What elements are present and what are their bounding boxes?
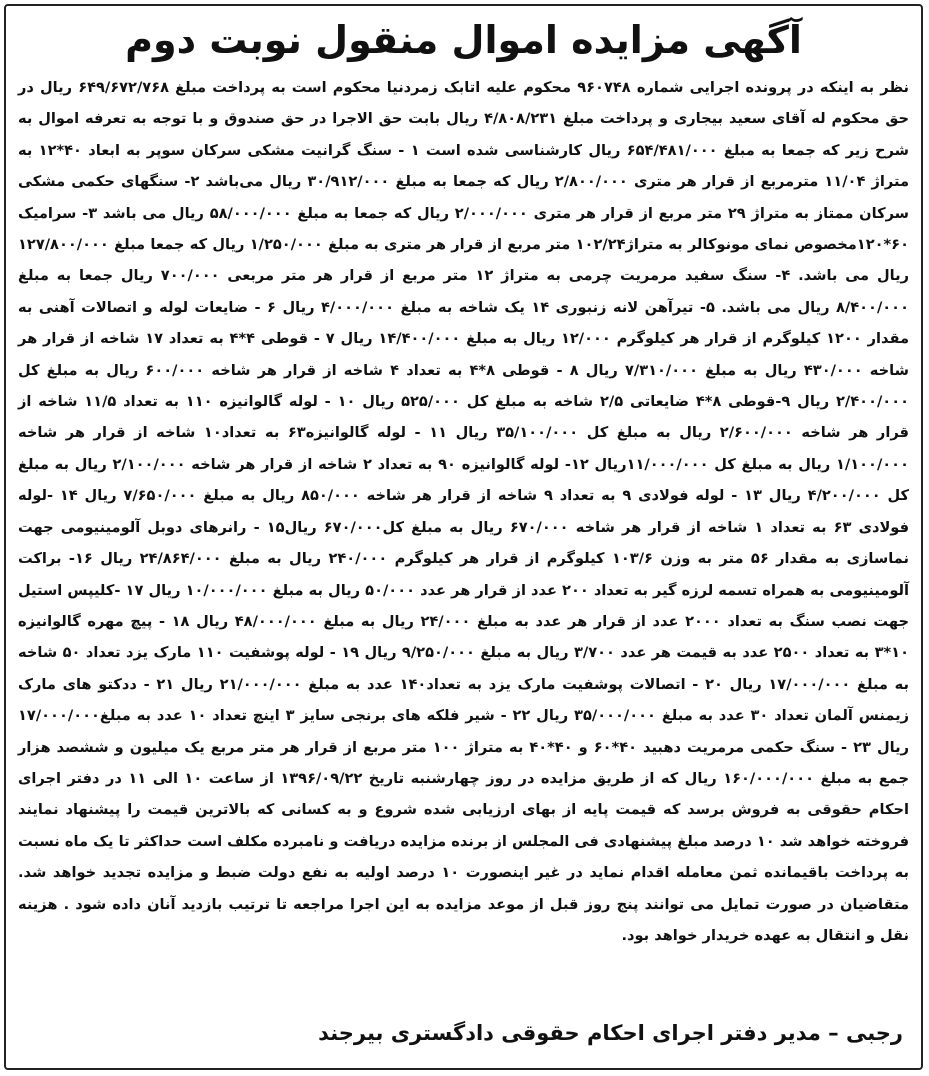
auction-notice	[4, 4, 923, 1070]
notice-title: آگهی مزایده اموال منقول نوبت دوم	[125, 18, 802, 62]
notice-signature: رجبی – مدیر دفتر اجرای احکام حقوقی دادگستری بیرجند	[318, 1021, 903, 1045]
notice-body: نظر به اینکه در پرونده اجرایی شماره ۹۶۰۷۴۸ محکوم علیه اتابک زمردنیا محکوم است به پرداخت مبلغ ۶۴۹/۶۷۲/۷۶۸ ریال در حق محکوم له آقای سعید بیجاری و پرداخت مبلغ ۴/۸۰۸/۲۳۱ ریال بابت حق الاجرا در حق صندوق و با توجه به تعرفه اموال به شرح زیر که جمعا به مبلغ ۶۵۴/۴۸۱/۰۰۰ ریال کارشناسی شده است ۱ - سنگ گرانیت مشکی سرکان سوپر به ابعاد ۴۰*۱۲ به متراژ ۱۱/۰۴ مترمربع از قرار هر متری ۲/۸۰۰/۰۰۰ ریال که جمعا به مبلغ ۳۰/۹۱۲/۰۰۰ ریال می‌باشد ۲- سنگهای حکمی مشکی سرکان ممتاز به متراژ ۲۹ متر مربع از قرار هر متری ۲/۰۰۰/۰۰۰ ریال که جمعا به مبلغ ۵۸/۰۰۰/۰۰۰ ریال می باشد ۳- سرامیک ۶۰*۱۲۰مخصوص نمای مونوکالر به متراژ۱۰۲/۲۴ متر مربع از قرار هر متری به مبلغ ۱/۲۵۰/۰۰۰ ریال که جمعا مبلغ ۱۲۷/۸۰۰/۰۰۰ ریال می باشد. ۴- سنگ سفید مرمریت چرمی به متراژ ۱۲ متر مربع از قرار هر متر مربعی ۷۰۰/۰۰۰ ریال جمعا به مبلغ ۸/۴۰۰/۰۰۰ ریال می باشد. ۵- تیرآهن لانه زنبوری ۱۴ یک شاخه به مبلغ ۴/۰۰۰/۰۰۰ ریال ۶ - ضایعات لوله و اتصالات آهنی به مقدار ۱۲۰۰ کیلوگرم از قرار هر کیلوگرم ۱۲/۰۰۰ ریال به مبلغ ۱۴/۴۰۰/۰۰۰ ریال ۷ - قوطی ۴*۴ به تعداد ۱۷ شاخه از قرار هر شاخه ۴۳۰/۰۰۰ ریال به مبلغ ۷/۳۱۰/۰۰۰ ریال ۸ - قوطی ۸*۴ به تعداد ۴ شاخه از قرار هر شاخه ۶۰۰/۰۰۰ ریال به مبلغ کل ۲/۴۰۰/۰۰۰ ریال ۹-قوطی ۸*۴ ضایعاتی ۲/۵ شاخه به مبلغ کل ۵۲۵/۰۰۰ ریال ۱۰ - لوله گالوانیزه ۱۱۰ به تعداد ۱۱/۵ شاخه از قرار هر شاخه ۲/۶۰۰/۰۰۰ ریال به مبلغ کل ۳۵/۱۰۰/۰۰۰ ریال ۱۱ - لوله گالوانیزه۶۳ به تعداد۱۰ شاخه از قرار هر شاخه ۱/۱۰۰/۰۰۰ ریال به مبلغ کل ۱۱/۰۰۰/۰۰۰ریال ۱۲- لوله گالوانیزه ۹۰ به تعداد ۲ شاخه از قرار هر شاخه ۲/۱۰۰/۰۰۰ ریال به مبلغ کل ۴/۲۰۰/۰۰۰ ریال ۱۳ - لوله فولادی ۹ به تعداد ۹ شاخه از قرار هر شاخه ۸۵۰/۰۰۰ ریال به مبلغ ۷/۶۵۰/۰۰۰ ریال ۱۴ -لوله فولادی ۶۳ به تعداد ۱ شاخه از قرار هر شاخه ۶۷۰/۰۰۰ ریال به مبلغ کل۶۷۰/۰۰۰ ریال۱۵ - رانرهای دوبل آلومینیومی جهت نماسازی به مقدار ۵۶ متر به وزن ۱۰۳/۶ کیلوگرم از قرار هر کیلوگرم ۲۴۰/۰۰۰ ریال به مبلغ ۲۴/۸۶۴/۰۰۰ ریال ۱۶- براکت آلومینیومی به همراه تسمه لرزه گیر به تعداد ۲۰۰ عدد از قرار هر عدد ۵۰/۰۰۰ ریال به مبلغ ۱۰/۰۰۰/۰۰۰ ریال ۱۷ -کلیپس استیل جهت نصب سنگ به تعداد ۲۰۰۰ عدد از قرار هر عدد به مبلغ ۲۴/۰۰۰ ریال به مبلغ ۴۸/۰۰۰/۰۰۰ ریال ۱۸ - پیچ مهره گالوانیزه ۱۰*۳ به تعداد ۲۵۰۰ عدد به قیمت هر عدد ۳/۷۰۰ ریال به مبلغ ۹/۲۵۰/۰۰۰ ریال ۱۹ - لوله پوشفیت ۱۱۰ مارک یزد تعداد ۵۰ شاخه به مبلغ ۱۷/۰۰۰/۰۰۰ ریال ۲۰ - اتصالات پوشفیت مارک یزد به تعداد۱۴۰ عدد به مبلغ ۲۱/۰۰۰/۰۰۰ ریال ۲۱ - ددکتو های مارک زیمنس آلمان تعداد ۳۰ عدد به مبلغ ۳۵/۰۰۰/۰۰۰ ریال ۲۲ - شیر فلکه های برنجی سایز ۳ اینچ تعداد ۱۰ عدد به مبلغ۱۷/۰۰۰/۰۰۰ ریال ۲۳ - سنگ حکمی مرمریت دهبید ۴۰*۶۰ و ۴۰*۴۰ به متراژ ۱۰۰ متر مربع از قرار هر متر مربع یک میلیون و ششصد هزار جمع به مبلغ ۱۶۰/۰۰۰/۰۰۰ ریال که از طریق مزایده در روز چهارشنبه تاریخ ۱۳۹۶/۰۹/۲۲ از ساعت ۱۰ الی ۱۱ در دفتر اجرای احکام حقوقی به فروش برسد که قیمت پایه از بهای ارزیابی شده شروع و به کسانی که بالاترین قیمت را پیشنهاد نمایند فروخته خواهد شد ۱۰ درصد مبلغ پیشنهادی فی المجلس از برنده مزایده دریافت و نامبرده مکلف است حداکثر تا یک ماه نسبت به پرداخت باقیمانده ثمن معامله اقدام نماید در غیر اینصورت ۱۰ درصد اولیه به نفع دولت ضبط و مزایده تجدید خواهد شد. متقاضیان در صورت تمایل می توانند پنج روز قبل از موعد مزایده به این اجرا مراجعه تا ترتیب بازدید آنان داده شود . هزینه نقل و انتقال به عهده خریدار خواهد بود.	[18, 79, 910, 944]
